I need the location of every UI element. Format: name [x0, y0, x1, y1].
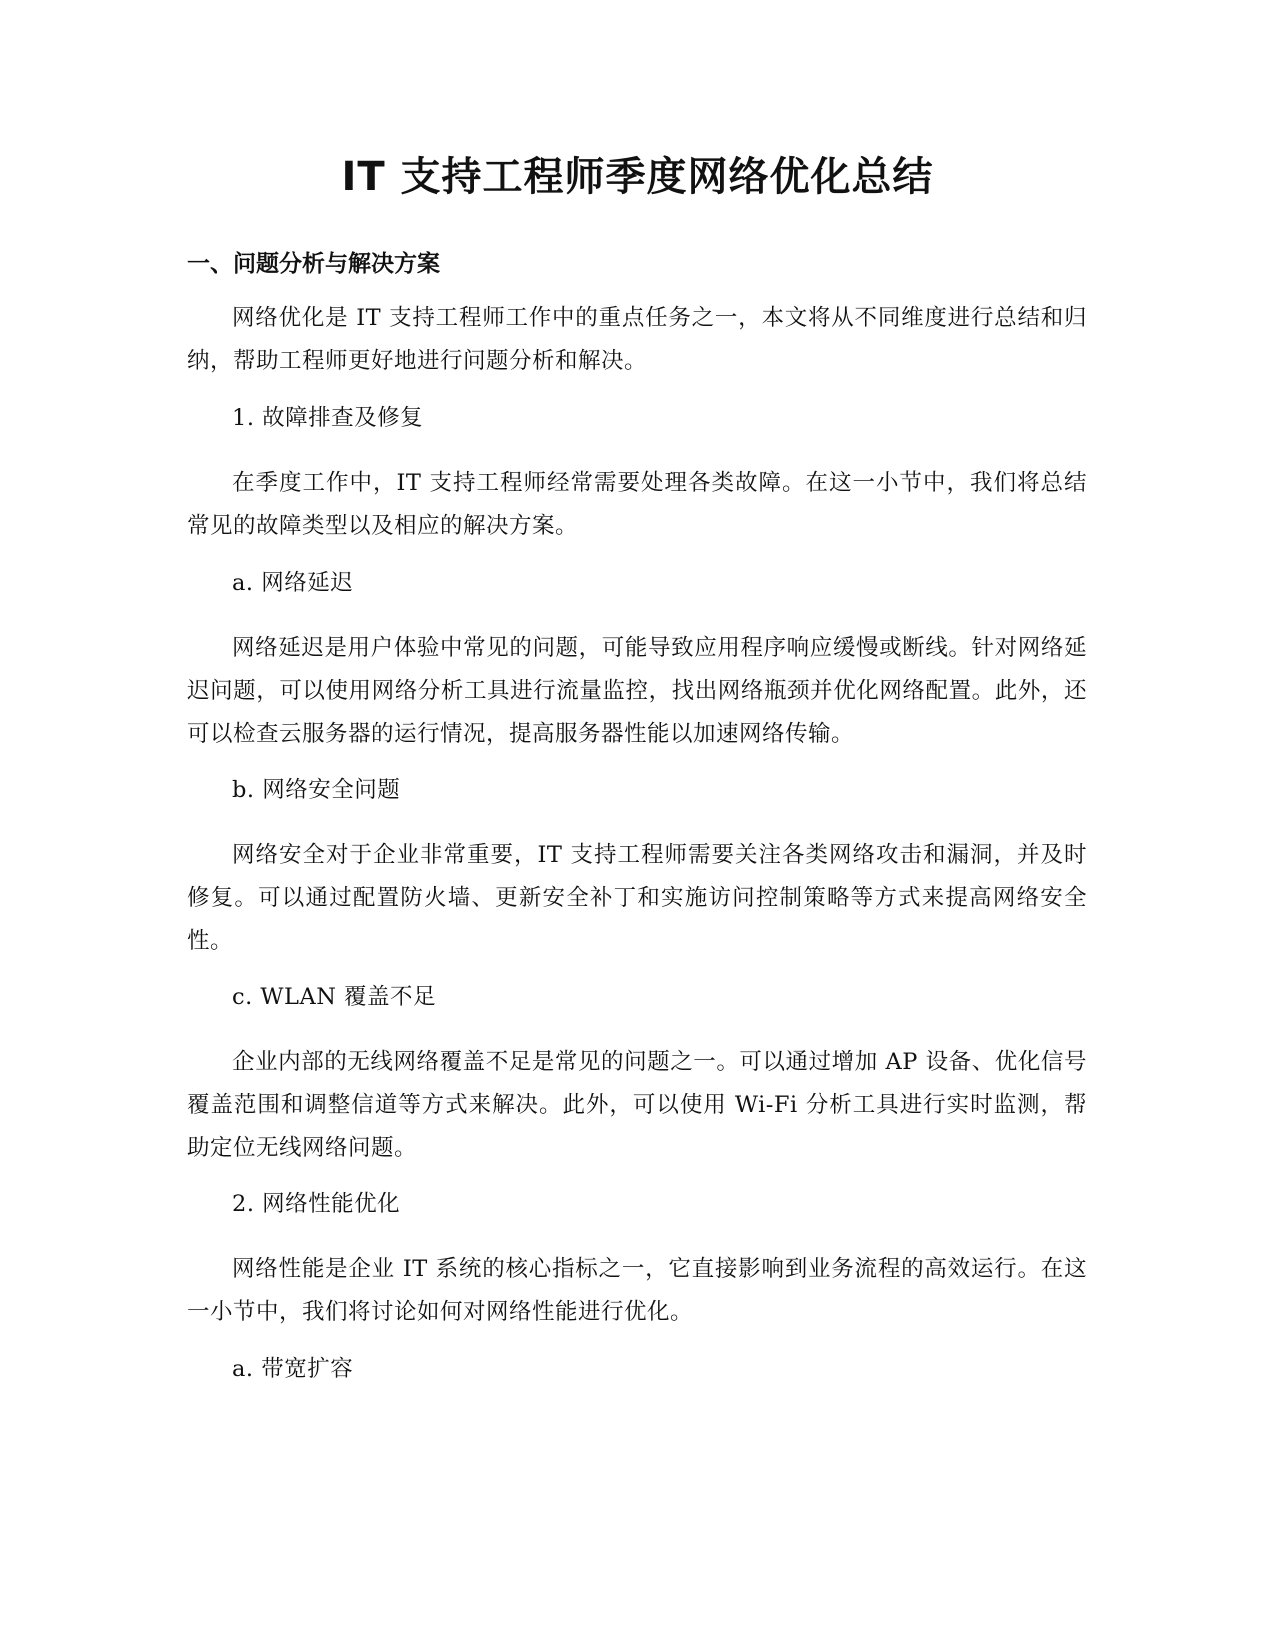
paragraph-1: 在季度工作中，IT 支持工程师经常需要处理各类故障。在这一小节中，我们将总结常见的故障类型以及相应的解决方案。 [187, 470, 1087, 539]
paragraph-1b: 网络安全对于企业非常重要，IT 支持工程师需要关注各类网络攻击和漏洞，并及时修复。可以通过配置防火墙、更新安全补丁和实施访问控制策略等方式来提高网络安全性。 [187, 842, 1087, 954]
paragraph-2: 网络性能是企业 IT 系统的核心指标之一，它直接影响到业务流程的高效运行。在这一小节中，我们将讨论如何对网络性能进行优化。 [187, 1256, 1087, 1325]
item-heading-2a: a. 带宽扩容 [232, 1356, 354, 1382]
item-heading-1b: b. 网络安全问题 [232, 777, 401, 803]
item-heading-1c: c. WLAN 覆盖不足 [232, 984, 437, 1010]
item-heading-1a: a. 网络延迟 [232, 570, 354, 596]
paragraph-1a: 网络延迟是用户体验中常见的问题，可能导致应用程序响应缓慢或断线。针对网络延迟问题，可以使用网络分析工具进行流量监控，找出网络瓶颈并优化网络配置。此外，还可以检查云服务器的运行情况，提高服务器性能以加速网络传输。 [187, 635, 1087, 747]
section-heading: 一、问题分析与解决方案 [187, 251, 440, 277]
paragraph-1c: 企业内部的无线网络覆盖不足是常见的问题之一。可以通过增加 AP 设备、优化信号覆盖范围和调整信道等方式来解决。此外，可以使用 Wi-Fi 分析工具进行实时监测，帮助定位无线网络问题。 [187, 1049, 1087, 1161]
subsection-heading-2: 2. 网络性能优化 [232, 1191, 401, 1217]
intro-paragraph: 网络优化是 IT 支持工程师工作中的重点任务之一，本文将从不同维度进行总结和归纳，帮助工程师更好地进行问题分析和解决。 [187, 305, 1087, 374]
subsection-heading-1: 1. 故障排查及修复 [232, 405, 424, 431]
document-title: IT 支持工程师季度网络优化总结 [341, 154, 934, 200]
